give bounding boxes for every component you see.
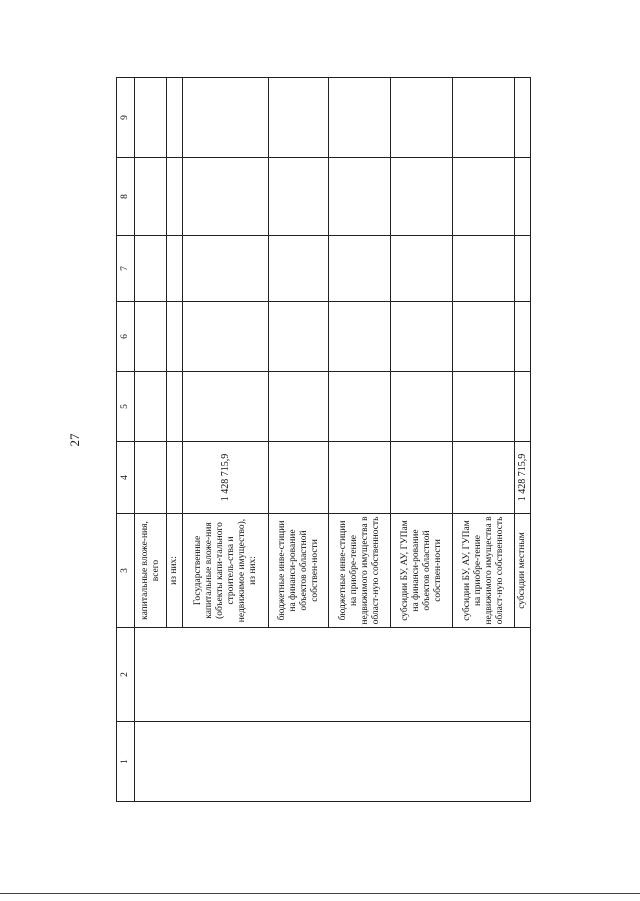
value-cell (167, 236, 183, 302)
value-cell: 1 428 715,9 (183, 442, 269, 514)
header-cell: 8 (117, 158, 135, 236)
value-cell (453, 372, 515, 442)
value-cell (515, 302, 531, 372)
rotated-table-container (116, 78, 586, 802)
value-cell (269, 302, 329, 372)
value-cell (453, 78, 515, 158)
value-cell (183, 158, 269, 236)
value-cell (135, 372, 167, 442)
budget-table (116, 77, 531, 802)
value-cell (515, 236, 531, 302)
value-cell (329, 372, 391, 442)
col1-merged-cell (135, 722, 531, 802)
value-cell (269, 78, 329, 158)
value-cell (453, 236, 515, 302)
value-cell (269, 372, 329, 442)
value-cell: 1 428 715,9 (515, 442, 531, 514)
value-cell (183, 78, 269, 158)
value-cell (329, 78, 391, 158)
header-cell: 4 (117, 442, 135, 514)
header-cell: 6 (117, 302, 135, 372)
col2-merged-cell (135, 628, 531, 722)
value-cell (391, 78, 453, 158)
row-label: субсидии БУ, АУ, ГУПам на приобре-тение недвижимого имущества в област-ную собственность (453, 514, 515, 628)
row-label: бюджетные инве-стиции на финанси-рование объектов областной собствен-ности (269, 514, 329, 628)
value-cell (183, 302, 269, 372)
table-header-row (117, 78, 135, 802)
value-cell (167, 442, 183, 514)
page-bottom-rule (0, 893, 640, 894)
value-cell (135, 236, 167, 302)
value-cell (135, 78, 167, 158)
table-row (135, 78, 167, 802)
rotated-table-sheet (116, 78, 586, 802)
row-label: бюджетные инве-стиции на приобре-тение недвижимого имущества в област-ную собственность (329, 514, 391, 628)
value-cell (183, 372, 269, 442)
value-cell (391, 236, 453, 302)
header-cell: 7 (117, 236, 135, 302)
row-label: Государственные капитальные вложе-ния (объекты капи-тального строитель-ства и недвижимое имущество), из них: (183, 514, 269, 628)
value-cell (329, 158, 391, 236)
value-cell (391, 442, 453, 514)
value-cell (329, 442, 391, 514)
value-cell (167, 78, 183, 158)
value-cell (515, 372, 531, 442)
row-label: субсидии БУ, АУ, ГУПам на финанси-рование объектов областной собствен-ности (391, 514, 453, 628)
value-cell (183, 236, 269, 302)
value-cell (269, 442, 329, 514)
header-cell: 2 (117, 628, 135, 722)
row-label: капитальные вложе-ния, всего (135, 514, 167, 628)
value-cell (135, 442, 167, 514)
value-cell (453, 302, 515, 372)
header-cell: 9 (117, 78, 135, 158)
row-label: субсидии местным (515, 514, 531, 628)
value-cell (135, 158, 167, 236)
value-cell (453, 442, 515, 514)
value-cell (391, 372, 453, 442)
value-cell (453, 158, 515, 236)
row-label: из них: (167, 514, 183, 628)
value-cell (269, 158, 329, 236)
value-cell (391, 302, 453, 372)
header-cell: 5 (117, 372, 135, 442)
value-cell (515, 158, 531, 236)
page-number: 27 (67, 433, 82, 447)
value-cell (515, 78, 531, 158)
value-cell (329, 302, 391, 372)
value-cell (167, 302, 183, 372)
value-cell (269, 236, 329, 302)
value-cell (391, 158, 453, 236)
value-cell (135, 302, 167, 372)
header-cell: 1 (117, 722, 135, 802)
value-cell (167, 158, 183, 236)
header-cell: 3 (117, 514, 135, 628)
value-cell (329, 236, 391, 302)
value-cell (167, 372, 183, 442)
